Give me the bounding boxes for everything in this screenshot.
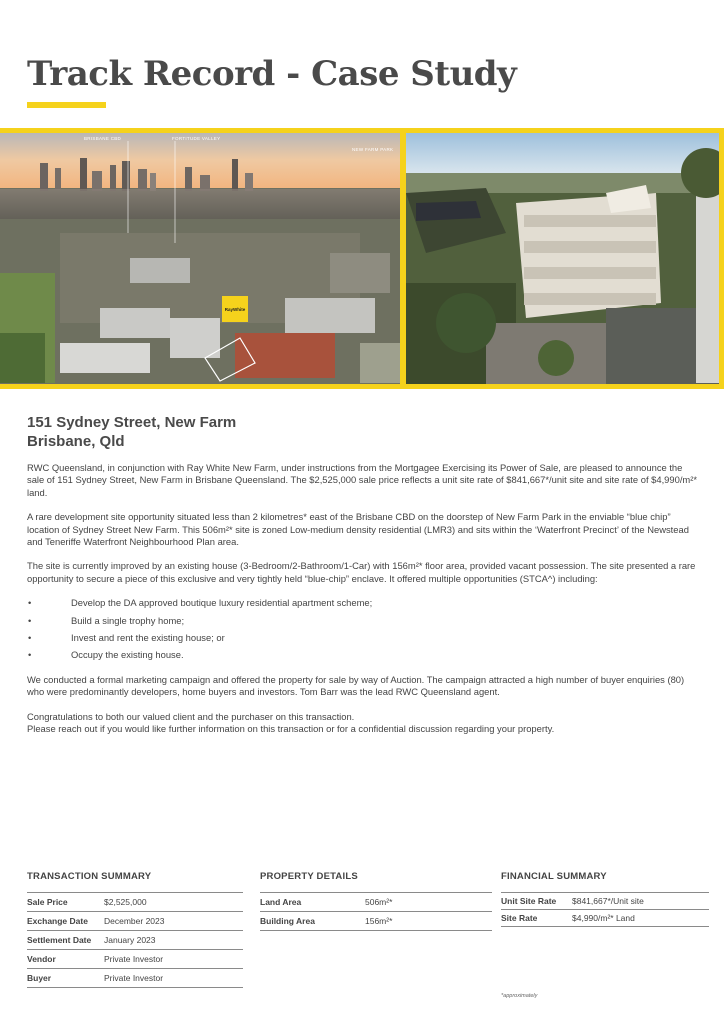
row-label: Sale Price: [27, 897, 68, 907]
row-label: Exchange Date: [27, 916, 88, 926]
page-title: Track Record - Case Study: [27, 54, 517, 94]
property-details-table: [260, 892, 492, 931]
list-item: • Build a single trophy home;: [27, 615, 697, 627]
row-value: January 2023: [104, 935, 156, 945]
address-city: Brisbane, Qld: [27, 433, 125, 450]
property-details-heading: PROPERTY DETAILS: [260, 871, 358, 882]
map-label: NEW FARM PARK: [352, 147, 394, 152]
table-row: [501, 892, 709, 909]
table-row: [27, 892, 243, 911]
footnote: *approximately: [501, 993, 538, 999]
paragraph: The site is currently improved by an existing house (3-Bedroom/2-Bathroom/1-Car) with 156m²* floor area, provided vacant possession. The site presented a rare opportunity to secure a piece of this exclusive and very tightly held “blue-chip” enclave. It offered multiple opportunities (STCA^) including:: [27, 560, 696, 584]
map-label: FORTITUDE VALLEY: [172, 136, 221, 141]
case-study-body: [27, 462, 697, 748]
contact-line: Please reach out if you would like further information on this transaction or for a confidential discussion regarding your property.: [27, 723, 555, 735]
row-value: December 2023: [104, 916, 165, 926]
table-row: [27, 930, 243, 949]
row-value: $2,525,000: [104, 897, 147, 907]
render-photo: [406, 133, 719, 384]
map-label: BRISBANE CBD: [84, 136, 122, 141]
transaction-summary-table: [27, 892, 243, 988]
table-row: [27, 911, 243, 930]
row-value: Private Investor: [104, 954, 164, 964]
row-value: 506m²*: [365, 897, 393, 907]
table-row: [260, 911, 492, 931]
paragraph: A rare development site opportunity situated less than 2 kilometres* east of the Brisbane CBD on the doorstep of New Farm Park in the enviable “blue chip” location of Sydney Street New Farm. This 506m²* site is zoned Low-medium density residential (LMR3) and sits within the ‘Waterfront Precinct’ of the Newstead and Teneriffe Waterfront Neighbourhood Plan area.: [27, 511, 689, 548]
table-row: [27, 949, 243, 968]
paragraph: We conducted a formal marketing campaign and offered the property for sale by way of Auction. The campaign attracted a high number of buyer enquiries (80) who were predominantly developers, home buyers and investors. Tom Barr was the lead RWC Queensland agent.: [27, 673, 685, 698]
row-value: $4,990/m²* Land: [572, 913, 635, 923]
table-row: [501, 909, 709, 927]
row-value: Private Investor: [104, 973, 164, 983]
paragraph: [27, 711, 697, 736]
row-label: Site Rate: [501, 913, 538, 923]
row-label: Building Area: [260, 916, 315, 926]
opportunities-list: [27, 597, 697, 662]
paragraph: RWC Queensland, in conjunction with Ray White New Farm, under instructions from the Mortgagee Exercising its Power of Sale, are pleased to announce the sale of 151 Sydney Street, New Farm in Brisbane Queensland. The $2,525,000 sale price reflects a unit site rate of $841,667*/unit site and site rate of $4,990/m²* land.: [27, 462, 698, 498]
list-item: • Develop the DA approved boutique luxury residential apartment scheme;: [27, 597, 697, 609]
row-label: Land Area: [260, 897, 302, 907]
congratulations-line: Congratulations to both our valued client and the purchaser on this transaction.: [27, 710, 355, 722]
row-label: Settlement Date: [27, 935, 92, 945]
property-address: [27, 413, 236, 451]
aerial-photo: [0, 133, 400, 384]
address-street: 151 Sydney Street, New Farm: [27, 414, 237, 431]
agency-sign: RayWhite: [222, 296, 248, 322]
financial-summary-table: [501, 892, 709, 927]
row-value: $841,667*/Unit site: [572, 896, 644, 906]
table-row: [260, 892, 492, 911]
row-label: Buyer: [27, 973, 52, 983]
row-label: Vendor: [27, 954, 56, 964]
row-label: Unit Site Rate: [501, 896, 557, 906]
list-item: • Invest and rent the existing house; or: [27, 632, 697, 644]
list-item: • Occupy the existing house.: [27, 649, 697, 661]
row-value: 156m²*: [365, 916, 393, 926]
title-underline: [27, 102, 106, 108]
transaction-summary-heading: TRANSACTION SUMMARY: [27, 871, 152, 882]
table-row: [27, 968, 243, 988]
financial-summary-heading: FINANCIAL SUMMARY: [501, 871, 607, 882]
